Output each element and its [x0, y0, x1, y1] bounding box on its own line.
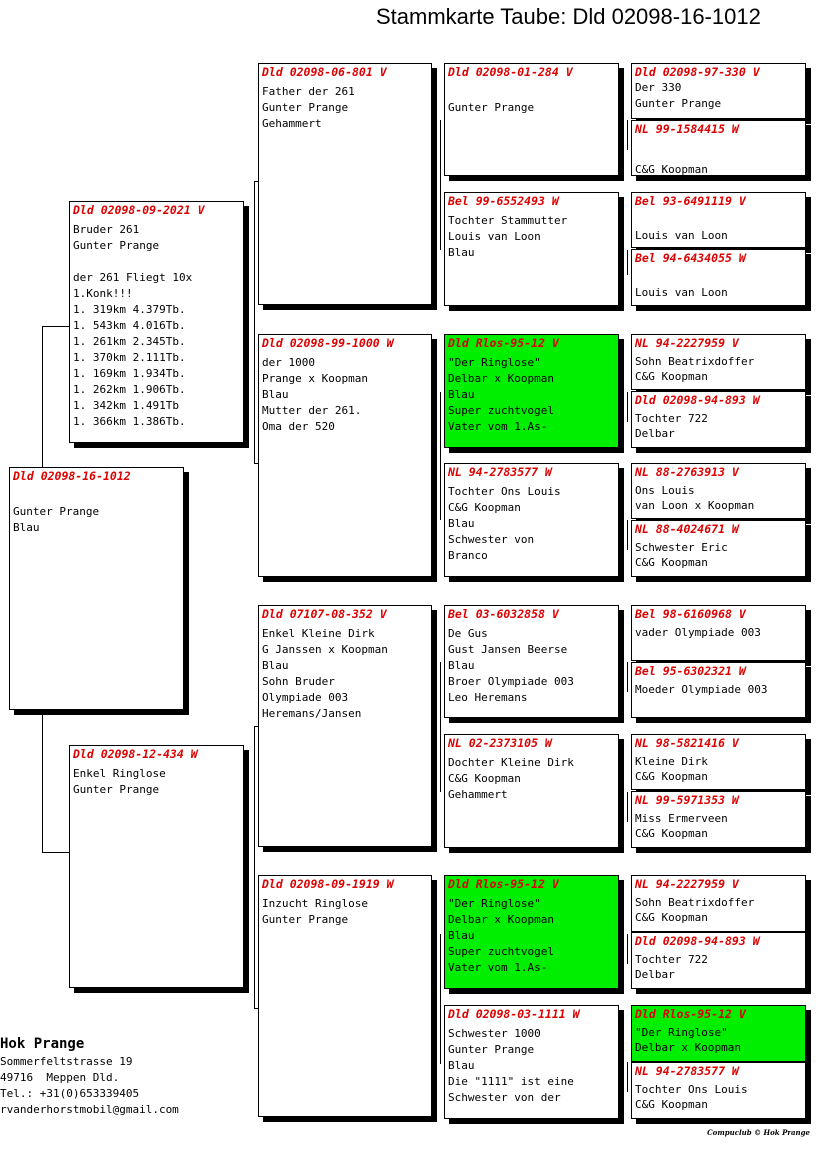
- pigeon-notes: Gunter Prange Blau: [13, 505, 100, 534]
- ring-number: Bel 95-6302321 W: [635, 664, 746, 678]
- ring-number: Dld Rlos-95-12 V: [448, 877, 559, 891]
- owner-email: rvanderhorstmobil@gmail.com: [0, 1103, 179, 1116]
- ring-number: Dld 02098-94-893 W: [635, 393, 760, 407]
- pigeon-notes: Louis van Loon: [635, 286, 728, 299]
- ring-number: NL 94-2783577 W: [635, 1064, 739, 1078]
- pigeon-notes: Miss Ermerveen C&G Koopman: [635, 812, 728, 840]
- pigeon-notes: Enkel Ringlose Gunter Prange: [73, 767, 166, 796]
- connector-line: [254, 726, 255, 1008]
- ring-number: Dld 02098-01-284 V: [448, 65, 573, 79]
- pigeon-notes: Bruder 261 Gunter Prange der 261 Fliegt 10x 1.Konk!!! 1. 319km 4.379Tb. 1. 543km 4.016Tb. 1. 261km 2.345Tb. 1. 370km 2.111Tb. 1. 169km 1.934Tb. 1. 262km 1.906Tb. 1. 342km 1.491Tb 1. 366km 1.386Tb.: [73, 223, 193, 428]
- ring-number: Dld Rlos-95-12 V: [635, 1007, 746, 1021]
- ring-number: Dld 02098-09-1919 W: [262, 877, 394, 891]
- pigeon-card-g4-9[interactable]: [631, 605, 806, 661]
- ring-number: Dld 02098-12-434 W: [73, 747, 198, 761]
- owner-name: Hok Prange: [0, 1036, 85, 1052]
- pigeon-card-g4-11[interactable]: [631, 734, 806, 790]
- pigeon-card-g4-6[interactable]: [631, 391, 806, 448]
- pigeon-card-g4-13[interactable]: [631, 875, 806, 932]
- ring-number: Dld 02098-09-2021 V: [73, 203, 205, 217]
- ring-number: Bel 03-6032858 V: [448, 607, 559, 621]
- pigeon-notes: C&G Koopman: [635, 163, 708, 176]
- pigeon-card-g4-5[interactable]: [631, 334, 806, 390]
- copyright-credit: Compuclub © Hok Prange: [707, 1128, 810, 1137]
- pigeon-card-mmf[interactable]: [444, 875, 619, 989]
- pigeon-card-g4-3[interactable]: [631, 192, 806, 248]
- ring-number: Bel 98-6160968 V: [635, 607, 746, 621]
- pigeon-card-fff[interactable]: [444, 63, 619, 176]
- pigeon-notes: Tochter 722 Delbar: [635, 412, 708, 440]
- connector-line: [627, 392, 628, 422]
- pigeon-notes: Sohn Beatrixdoffer C&G Koopman: [635, 355, 755, 383]
- ring-number: Dld 02098-99-1000 W: [262, 336, 394, 350]
- pigeon-card-ff[interactable]: [258, 63, 432, 305]
- pigeon-card-g4-2[interactable]: [631, 120, 806, 176]
- pigeon-card-mm[interactable]: [258, 875, 432, 1117]
- pigeon-card-fm[interactable]: [258, 334, 432, 577]
- pigeon-notes: Schwester Eric C&G Koopman: [635, 541, 728, 569]
- connector-line: [440, 662, 441, 792]
- pigeon-notes: "Der Ringlose" Delbar x Koopman Blau Super zuchtvogel Vater vom 1.As-: [448, 356, 554, 433]
- ring-number: NL 02-2373105 W: [448, 736, 552, 750]
- pigeon-card-fmm[interactable]: [444, 463, 619, 577]
- pigeon-notes: Sohn Beatrixdoffer C&G Koopman: [635, 896, 755, 924]
- pigeon-notes: vader Olympiade 003: [635, 626, 761, 639]
- ring-number: Bel 94-6434055 W: [635, 251, 746, 265]
- pigeon-card-mf[interactable]: [258, 605, 432, 847]
- ring-number: Bel 99-6552493 W: [448, 194, 559, 208]
- pigeon-card-g4-14[interactable]: [631, 932, 806, 989]
- pigeon-notes: Father der 261 Gunter Prange Gehammert: [262, 85, 355, 130]
- pigeon-notes: "Der Ringlose" Delbar x Koopman: [635, 1026, 741, 1054]
- connector-line: [627, 934, 628, 964]
- pigeon-card-father[interactable]: [69, 201, 244, 443]
- pigeon-notes: Inzucht Ringlose Gunter Prange: [262, 897, 368, 926]
- pigeon-notes: De Gus Gust Jansen Beerse Blau Broer Olympiade 003 Leo Heremans: [448, 627, 574, 704]
- ring-number: NL 98-5821416 V: [635, 736, 739, 750]
- ring-number: NL 94-2227959 V: [635, 336, 739, 350]
- connector-line: [627, 250, 628, 275]
- pigeon-card-g4-12[interactable]: [631, 791, 806, 848]
- ring-number: Dld 07107-08-352 V: [262, 607, 387, 621]
- ring-number: NL 94-2227959 V: [635, 877, 739, 891]
- pigeon-notes: Kleine Dirk C&G Koopman: [635, 755, 708, 783]
- pigeon-card-g4-7[interactable]: [631, 463, 806, 519]
- pigeon-card-mff[interactable]: [444, 605, 619, 718]
- ring-number: Dld 02098-94-893 W: [635, 934, 760, 948]
- connector-line: [42, 326, 70, 327]
- ring-number: Dld 02098-03-1111 W: [448, 1007, 580, 1021]
- ring-number: NL 88-2763913 V: [635, 465, 739, 479]
- pigeon-card-g4-16[interactable]: [631, 1062, 806, 1119]
- pigeon-notes: Gunter Prange: [448, 101, 535, 114]
- pigeon-card-fmf[interactable]: [444, 334, 619, 448]
- pigeon-card-g4-1[interactable]: [631, 63, 806, 119]
- pigeon-card-mmm[interactable]: [444, 1005, 619, 1119]
- pigeon-card-mother[interactable]: [69, 745, 244, 988]
- owner-city: 49716 Meppen Dld.: [0, 1071, 120, 1084]
- connector-line: [627, 792, 628, 822]
- connector-line: [42, 712, 43, 852]
- connector-line: [440, 934, 441, 1064]
- pigeon-card-g4-10[interactable]: [631, 662, 806, 718]
- pigeon-notes: Tochter Ons Louis C&G Koopman Blau Schwester von Branco: [448, 485, 561, 562]
- ring-number: NL 94-2783577 W: [448, 465, 552, 479]
- owner-address: Sommerfeltstrasse 19: [0, 1055, 133, 1068]
- ring-number: Bel 93-6491119 V: [635, 194, 746, 208]
- pigeon-notes: Moeder Olympiade 003: [635, 683, 768, 696]
- ring-number: NL 99-5971353 W: [635, 793, 739, 807]
- pigeon-card-ffm[interactable]: [444, 192, 619, 306]
- pigeon-notes: Tochter Stammutter Louis van Loon Blau: [448, 214, 568, 259]
- page-title: Stammkarte Taube: Dld 02098-16-1012: [376, 4, 761, 29]
- pigeon-card-mfm[interactable]: [444, 734, 619, 848]
- pigeon-card-g4-4[interactable]: [631, 249, 806, 306]
- connector-line: [627, 662, 628, 692]
- pigeon-card-g4-15[interactable]: [631, 1005, 806, 1062]
- connector-line: [627, 1062, 628, 1092]
- connector-line: [42, 326, 43, 469]
- ring-number: Dld 02098-97-330 V: [635, 65, 760, 79]
- pigeon-card-g4-8[interactable]: [631, 520, 806, 577]
- pigeon-notes: Tochter Ons Louis C&G Koopman: [635, 1083, 748, 1111]
- pigeon-notes: Enkel Kleine Dirk G Janssen x Koopman Blau Sohn Bruder Olympiade 003 Heremans/Jansen: [262, 627, 388, 720]
- ring-number: Dld Rlos-95-12 V: [448, 336, 559, 350]
- connector-line: [440, 120, 441, 250]
- ring-number: Dld 02098-16-1012: [13, 469, 131, 483]
- connector-line: [254, 181, 255, 463]
- connector-line: [627, 520, 628, 550]
- pigeon-notes: Ons Louis van Loon x Koopman: [635, 484, 755, 512]
- pigeon-card-subject[interactable]: [9, 467, 184, 710]
- pigeon-notes: Tochter 722 Delbar: [635, 953, 708, 981]
- pigeon-notes: Dochter Kleine Dirk C&G Koopman Gehammert: [448, 756, 574, 801]
- pigeon-notes: der 1000 Prange x Koopman Blau Mutter der 261. Oma der 520: [262, 356, 368, 433]
- connector-line: [627, 120, 628, 150]
- pigeon-notes: Der 330 Gunter Prange: [635, 81, 722, 110]
- owner-phone: Tel.: +31(0)653339405: [0, 1087, 140, 1100]
- connector-line: [42, 852, 70, 853]
- owner-info: [0, 1034, 179, 1118]
- ring-number: NL 88-4024671 W: [635, 522, 739, 536]
- connector-line: [440, 392, 441, 520]
- pigeon-notes: "Der Ringlose" Delbar x Koopman Blau Super zuchtvogel Vater vom 1.As-: [448, 897, 554, 974]
- pigeon-notes: Schwester 1000 Gunter Prange Blau Die "1111" ist eine Schwester von der: [448, 1027, 574, 1104]
- ring-number: NL 99-1584415 W: [635, 122, 739, 136]
- pigeon-notes: Louis van Loon: [635, 229, 728, 242]
- ring-number: Dld 02098-06-801 V: [262, 65, 387, 79]
